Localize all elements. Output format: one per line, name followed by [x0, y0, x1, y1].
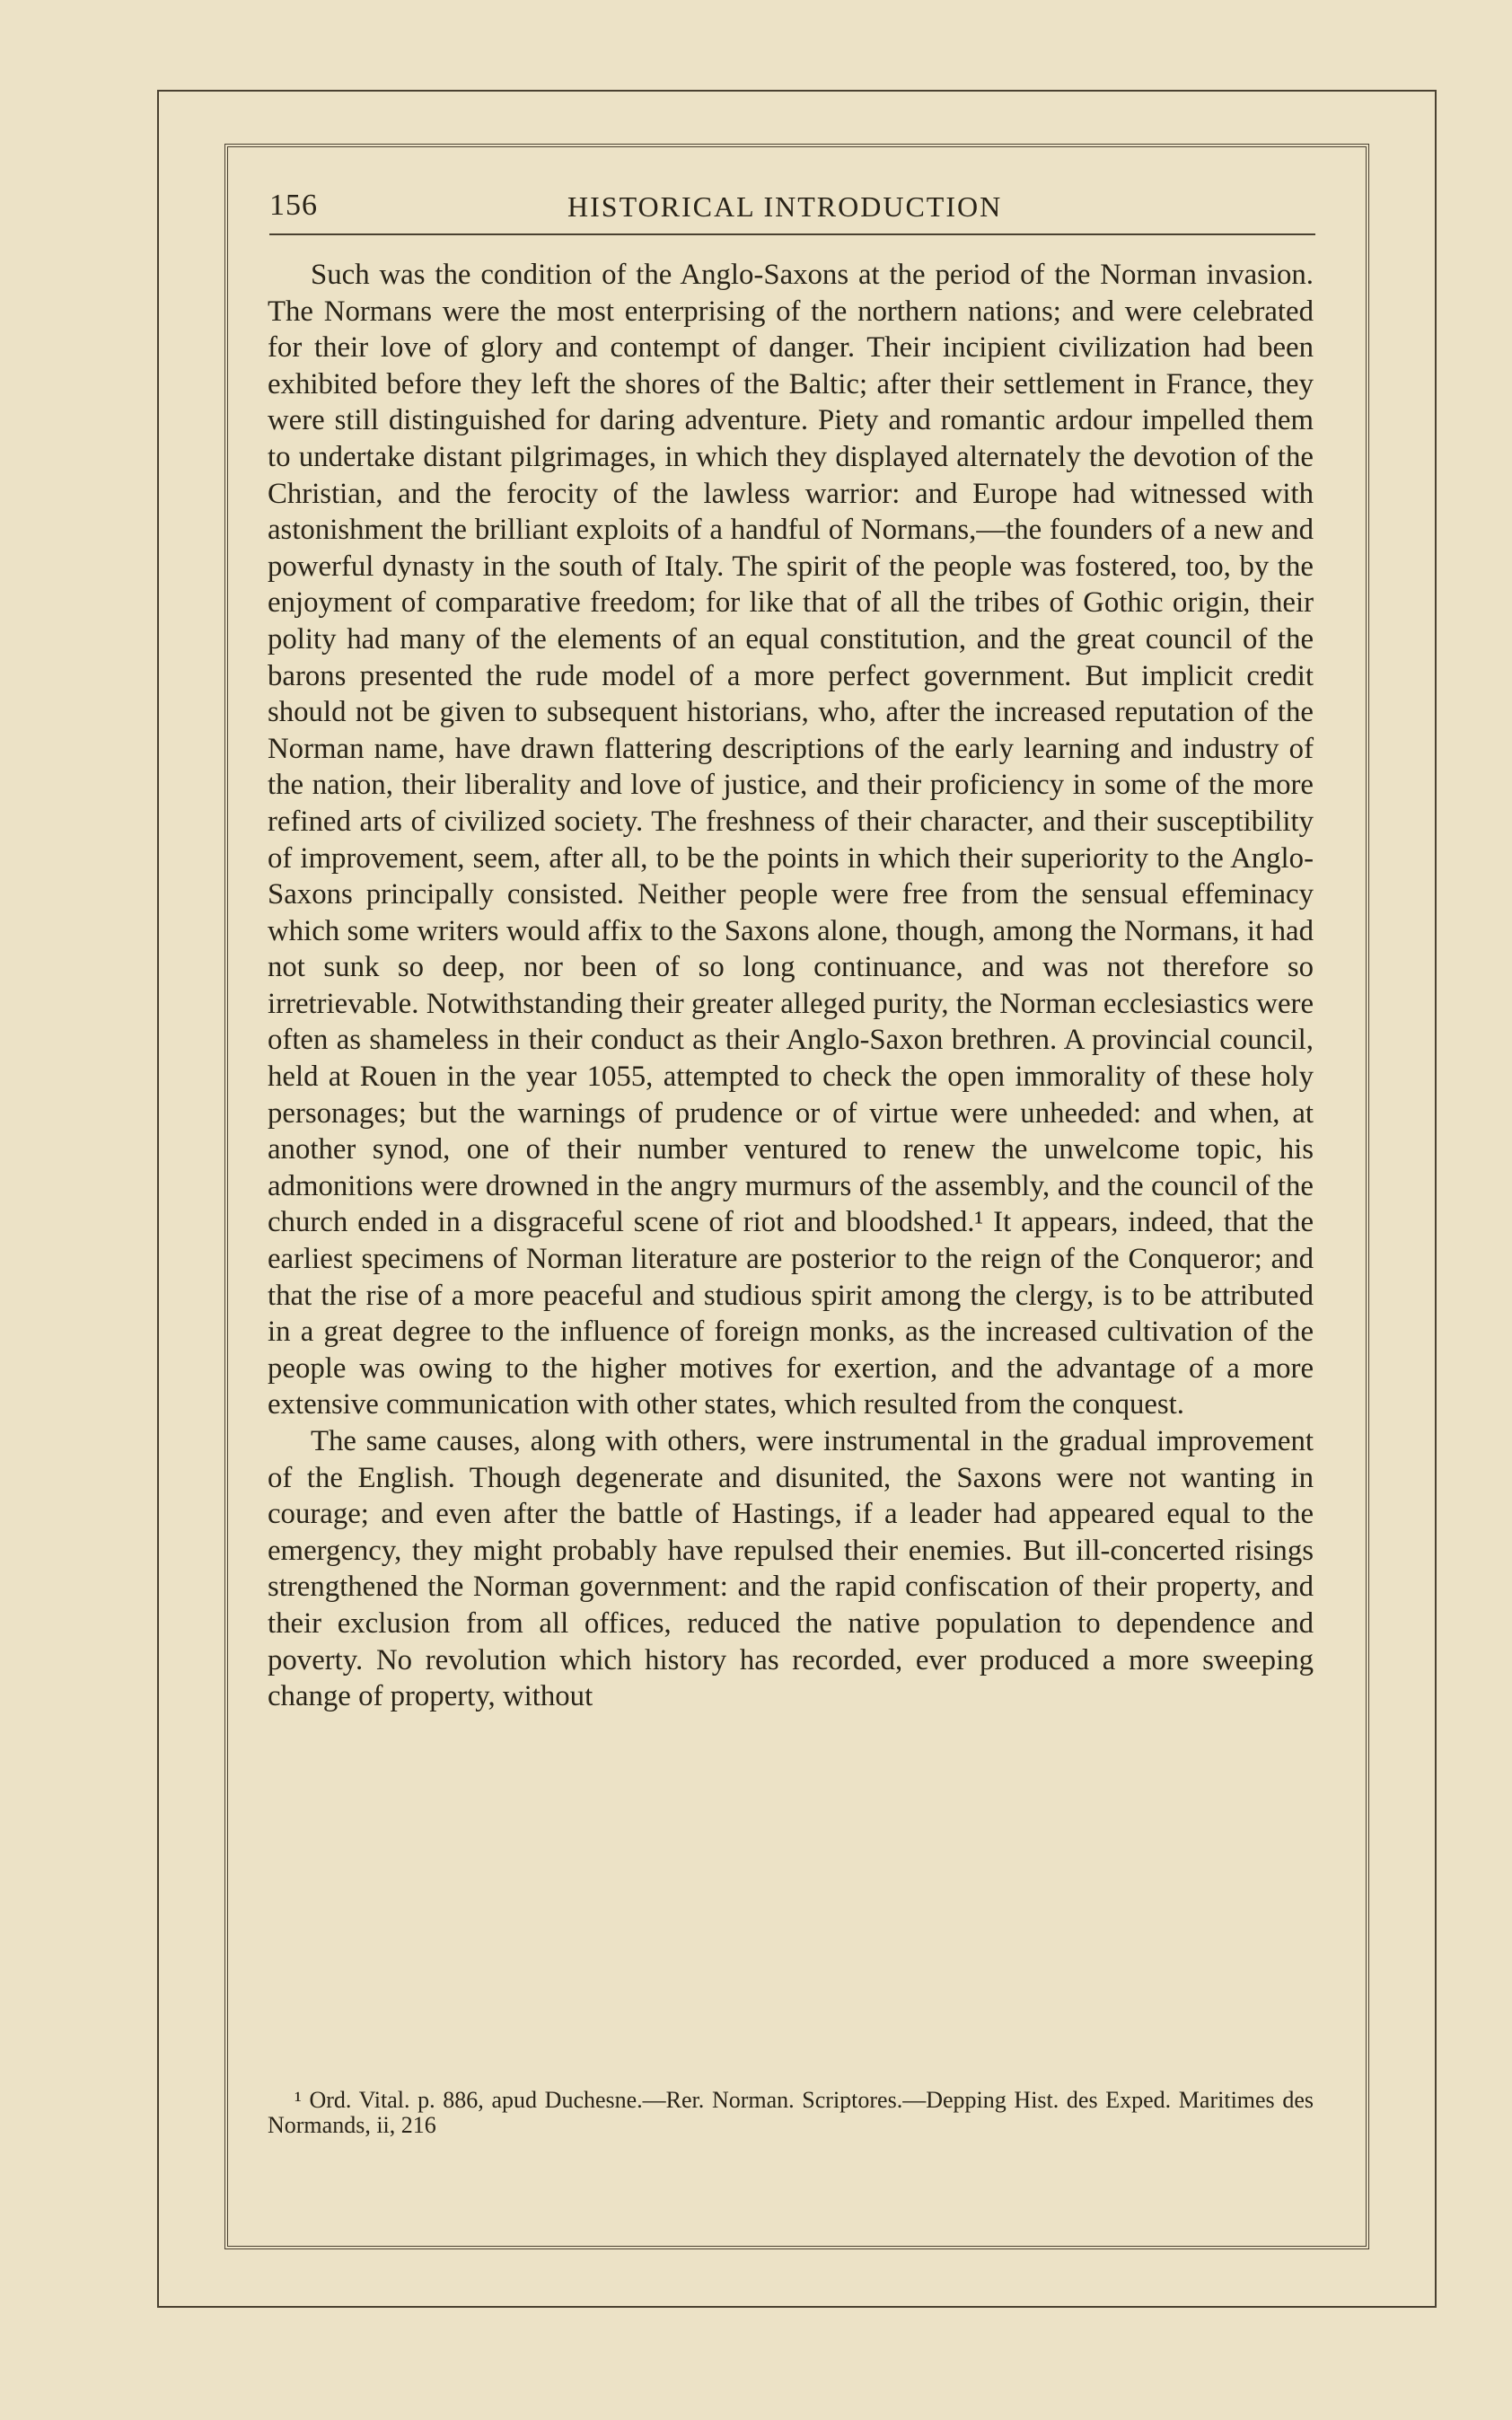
- body-text: [268, 257, 1314, 1715]
- page-header: [269, 189, 1315, 235]
- footnote: ¹ Ord. Vital. p. 886, apud Duchesne.—Rer. Norman. Scriptores.—Depping Hist. des Exped. Maritimes des Normands, ii, 216: [268, 2087, 1314, 2138]
- paragraph: The same causes, along with others, were instrumental in the gradual improvement of the English. Though degenerate and disunited, the Saxons were not wanting in courage; and even after the battle of Hastings, if a leader had appeared equal to the emergency, they might probably have repulsed their enemies. But ill-concerted risings strengthened the Norman government: and the rapid confiscation of their property, and their exclusion from all offices, reduced the native population to dependence and poverty. No revolution which history has recorded, ever produced a more sweeping change of property, without: [268, 1425, 1314, 1713]
- paragraph: Such was the condition of the Anglo-Saxons at the period of the Norman invasion. The Normans were the most enterprising of the northern nations; and were celebrated for their love of glory and contempt of danger. Their incipient civilization had been exhibited before they left the shores of the Baltic; after their settlement in France, they were still distinguished for daring adventure. Piety and romantic ardour impelled them to undertake distant pilgrimages, in which they displayed alternately the devotion of the Christian, and the ferocity of the lawless warrior: and Europe had witnessed with astonishment the brilliant exploits of a handful of Normans,—the founders of a new and powerful dynasty in the south of Italy. The spirit of the people was fostered, too, by the enjoyment of comparative freedom; for like that of all the tribes of Gothic origin, their polity had many of the elements of an equal constitution, and the great council of the barons presented the rude model of a more perfect government. But implicit credit should not be given to subsequent historians, who, after the increased reputation of the Norman name, have drawn flattering descriptions of the early learning and industry of the nation, their liberality and love of justice, and their proficiency in some of the more refined arts of civilized society. The freshness of their character, and their susceptibility of improvement, seem, after all, to be the points in which their superiority to the Anglo-Saxons principally consisted. Neither people were free from the sensual effeminacy which some writers would affix to the Saxons alone, though, among the Normans, it had not sunk so deep, nor been of so long continuance, and was not therefore so irretrievable. Notwithstanding their greater alleged purity, the Norman ecclesiastics were often as shameless in their conduct as their Anglo-Saxon brethren. A provincial council, held at Rouen in the year 1055, attempted to check the open immorality of these holy personages; but the warnings of prudence or of virtue were unheeded: and when, at another synod, one of their number ventured to renew the unwelcome topic, his admonitions were drowned in the angry murmurs of the assembly, and the council of the church ended in a disgraceful scene of riot and bloodshed.¹ It appears, indeed, that the earliest specimens of Norman literature are posterior to the reign of the Conqueror; and that the rise of a more peaceful and studious spirit among the clergy, is to be attributed in a great degree to the influence of foreign monks, as the increased cultivation of the people was owing to the higher motives for exertion, and the advantage of a more extensive communication with other states, which resulted from the conquest.: [268, 259, 1314, 1421]
- running-title: HISTORICAL INTRODUCTION: [567, 190, 1003, 223]
- page-number: 156: [269, 189, 318, 222]
